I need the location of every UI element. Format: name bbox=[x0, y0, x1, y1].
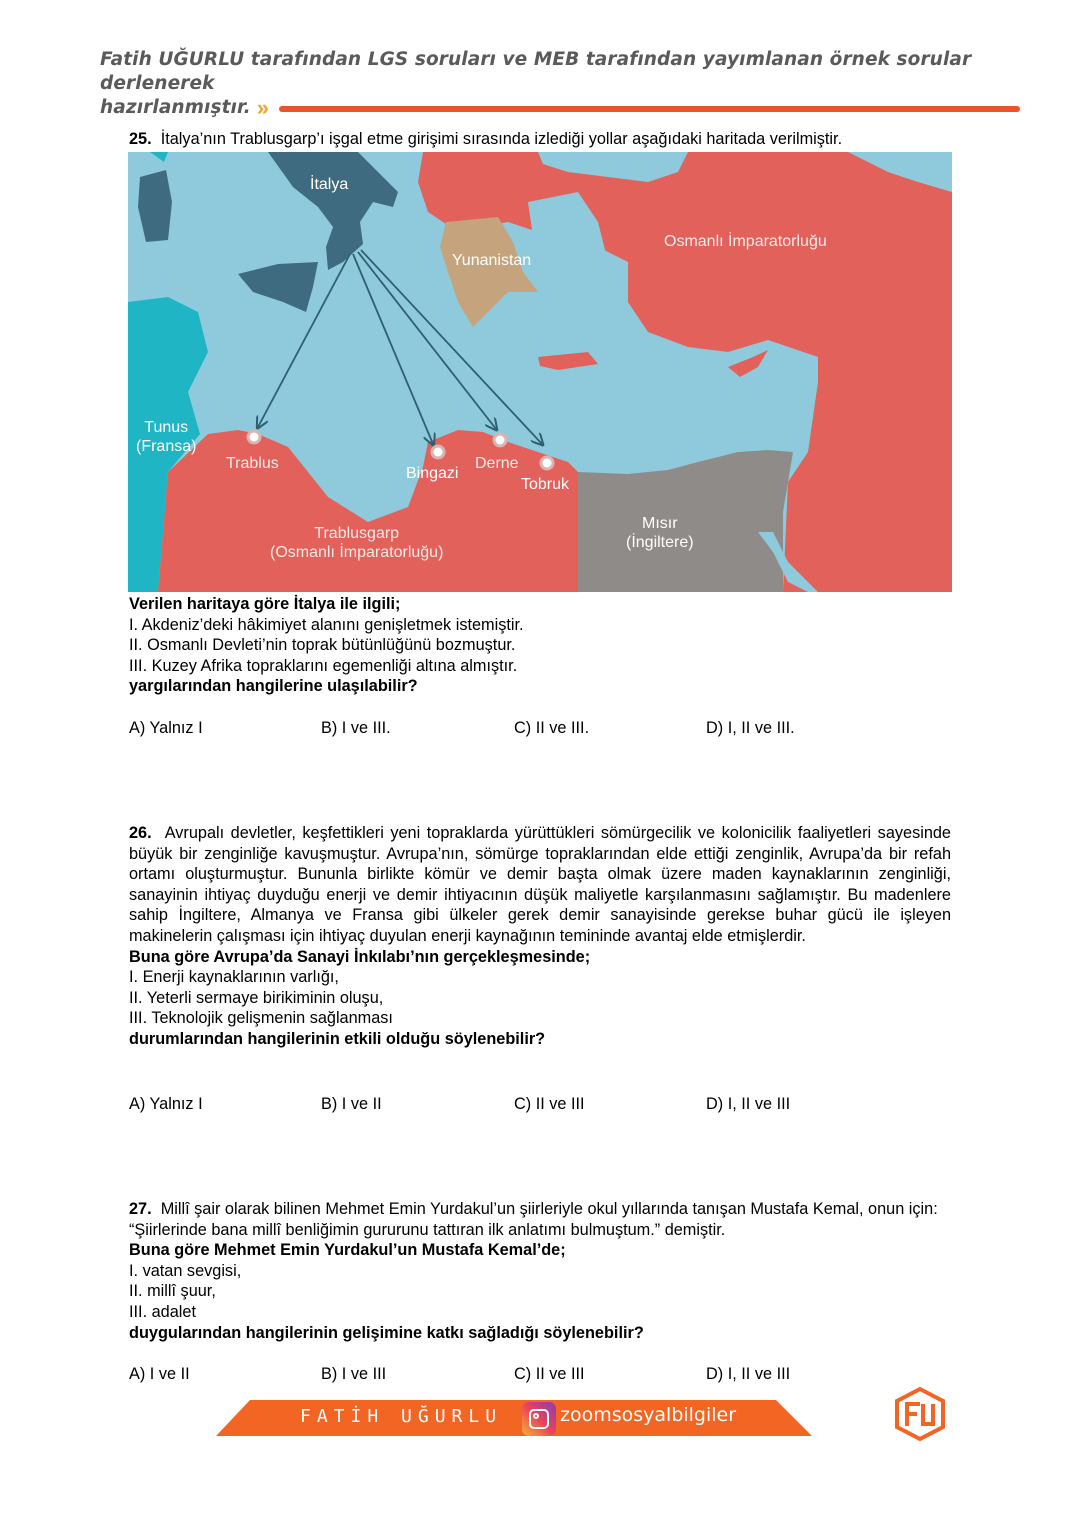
question-lead: Verilen haritaya göre İtalya ile ilgili; bbox=[129, 595, 401, 613]
option-d[interactable]: D) I, II ve III bbox=[706, 1365, 791, 1383]
option-a[interactable]: A) Yalnız I bbox=[129, 719, 203, 737]
question-lead: Buna göre Mehmet Emin Yurdakul’un Mustafa Kemal’de; bbox=[129, 1241, 566, 1260]
label-trablus: Trablus bbox=[226, 455, 279, 472]
option-c[interactable]: C) II ve III bbox=[514, 1365, 585, 1383]
question-paragraph: Avrupalı devletler, keşfettikleri yeni topraklarda yürüttükleri sömürgecilik ve kolonicilik faaliyetleri sayesinde büyük bir zenginliğe kavuşmuştur. Avrupa’nın, sömürge topraklarından elde ettiği zenginlik, Avrupa’da bir refah ortamı oluşturmuştur. Bununla birlikte kömür ve demir başta olmak üzere maden kaynaklarının zenginliği, sanayinin ihtiyaç duyduğu enerji ve demir ihtiyacının düşük maliyetle karşılanmasını sağlamıştır. Bu madenlere sahip İngiltere, Almanya ve Fransa gibi ülkeler gerek demir sanayisinde gerekse buhar gücü ile işleyen makinelerin çalışması için ihtiyaç duyulan enerji kaynağının temininde avantaj elde etmişlerdir. bbox=[129, 824, 951, 945]
option-d[interactable]: D) I, II ve III. bbox=[706, 719, 795, 737]
statement-2: II. millî şuur, bbox=[129, 1282, 216, 1301]
question-26-options bbox=[129, 1095, 929, 1117]
question-27 bbox=[129, 1199, 951, 1343]
statement-3: III. Kuzey Afrika topraklarını egemenliği altına almıştır. bbox=[129, 656, 518, 675]
label-osmanli: Osmanlı İmparatorluğu bbox=[664, 233, 827, 250]
question-25-body bbox=[129, 594, 951, 697]
question-number: 25. bbox=[129, 130, 152, 148]
question-number: 26. bbox=[129, 824, 152, 842]
question-stem: İtalya’nın Trablusgarp’ı işgal etme girişimi sırasında izlediği yollar aşağıdaki haritada verilmiştir. bbox=[160, 130, 843, 148]
label-trablusgarp: Trablusgarp (Osmanlı İmparatorluğu) bbox=[270, 525, 444, 561]
option-c[interactable]: C) II ve III bbox=[514, 1095, 585, 1113]
question-prompt: durumlarından hangilerinin etkili olduğu söylenebilir? bbox=[129, 1029, 546, 1048]
question-26 bbox=[129, 823, 951, 1050]
option-b[interactable]: B) I ve II bbox=[321, 1095, 382, 1113]
option-c[interactable]: C) II ve III. bbox=[514, 719, 590, 737]
instagram-icon bbox=[522, 1402, 556, 1436]
question-27-options bbox=[129, 1365, 929, 1387]
italy-tripoli-map bbox=[128, 152, 952, 592]
label-misir: Mısır (İngiltere) bbox=[626, 515, 694, 551]
label-tobruk: Tobruk bbox=[521, 476, 570, 493]
option-a[interactable]: A) I ve II bbox=[129, 1365, 190, 1383]
instagram-handle[interactable]: zoomsosyalbilgiler bbox=[560, 1404, 737, 1426]
option-b[interactable]: B) I ve III bbox=[321, 1365, 387, 1383]
fu-logo-icon bbox=[893, 1386, 947, 1442]
question-number: 27. bbox=[129, 1200, 152, 1218]
option-a[interactable]: A) Yalnız I bbox=[129, 1095, 203, 1113]
statement-3: III. Teknolojik gelişmenin sağlanması bbox=[129, 1009, 393, 1028]
label-derne: Derne bbox=[475, 455, 519, 472]
label-yunanistan: Yunanistan bbox=[452, 252, 532, 269]
chevron-right-icon: » bbox=[256, 95, 269, 120]
question-prompt: duygularından hangilerinin gelişimine katkı sağladığı söylenebilir? bbox=[129, 1323, 644, 1342]
statement-1: I. vatan sevgisi, bbox=[129, 1261, 242, 1280]
statement-2: II. Osmanlı Devleti’nin toprak bütünlüğünü bozmuştur. bbox=[129, 636, 516, 655]
question-prompt: yargılarından hangilerine ulaşılabilir? bbox=[129, 677, 418, 696]
header-line-2: hazırlanmıştır. bbox=[100, 97, 251, 118]
header-line-1: Fatih UĞURLU tarafından LGS soruları ve MEB tarafından yayımlanan örnek sorular derlenerek bbox=[100, 49, 972, 94]
statement-2: II. Yeterli sermaye birikiminin oluşu, bbox=[129, 988, 384, 1007]
option-d[interactable]: D) I, II ve III bbox=[706, 1095, 791, 1113]
question-lead: Buna göre Avrupa’da Sanayi İnkılabı’nın gerçekleşmesinde; bbox=[129, 947, 591, 966]
label-tunus: Tunus (Fransa) bbox=[136, 419, 197, 455]
question-paragraph: Millî şair olarak bilinen Mehmet Emin Yurdakul’un şiirleriyle okul yıllarında tanışan Mustafa Kemal, onun için: “Şiirlerinde bana millî benliğimin gururunu tattıran ilk anlatımı bulmuştum.” demiştir. bbox=[129, 1200, 938, 1239]
map-graphic bbox=[128, 152, 952, 592]
footer-banner bbox=[216, 1400, 812, 1436]
question-25-stem bbox=[129, 129, 951, 150]
page-header bbox=[100, 48, 1020, 120]
header-divider bbox=[279, 106, 1020, 112]
statement-1: I. Enerji kaynaklarının varlığı, bbox=[129, 968, 339, 987]
label-bingazi: Bingazi bbox=[406, 465, 459, 482]
statement-3: III. adalet bbox=[129, 1302, 196, 1321]
question-25-options bbox=[129, 719, 929, 741]
author-name: FATİH UĞURLU bbox=[300, 1406, 503, 1427]
option-b[interactable]: B) I ve III. bbox=[321, 719, 391, 737]
statement-1: I. Akdeniz’deki hâkimiyet alanını genişletmek istemiştir. bbox=[129, 615, 524, 634]
label-italya: İtalya bbox=[310, 176, 349, 193]
